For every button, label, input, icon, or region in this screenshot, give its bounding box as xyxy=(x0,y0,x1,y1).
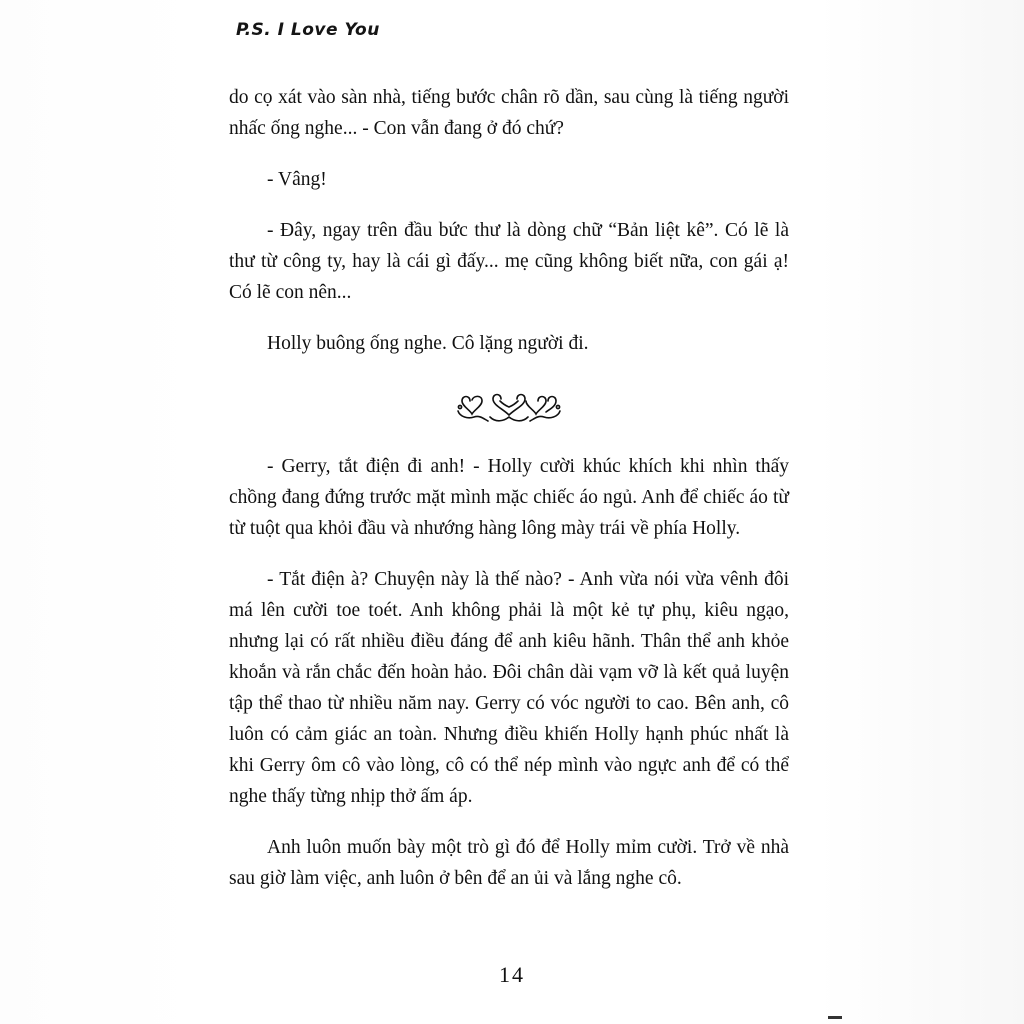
paragraph-6: - Tắt điện à? Chuyện này là thế nào? - Anh vừa nói vừa vênh đôi má lên cười toe toét. Anh không phải là một kẻ tự phụ, kiêu ngạo, nhưng lại có rất nhiều điều đáng để anh kiêu hãnh. Thân thể anh khỏe khoắn và rắn chắc đến hoàn hảo. Đôi chân dài vạm vỡ là kết quả luyện tập thể thao từ nhiều năm nay. Gerry có vóc người to cao. Bên anh, cô luôn có cảm giác an toàn. Nhưng điều khiến Holly hạnh phúc nhất là khi Gerry ôm cô vào lòng, cô có thể nép mình vào ngực anh để có thể nghe thấy từng nhịp thở ấm áp. xyxy=(229,569,789,807)
page-number: 14 xyxy=(499,962,525,987)
ornament-svg xyxy=(454,387,564,427)
paragraph-1: do cọ xát vào sàn nhà, tiếng bước chân rõ dần, sau cùng là tiếng người nhấc ống nghe... - Con vẫn đang ở đó chứ? xyxy=(229,87,789,139)
paragraph-7: Anh luôn muốn bày một trò gì đó để Holly mỉm cười. Trở về nhà sau giờ làm việc, anh luôn ở bên để an ủi và lắng nghe cô. xyxy=(229,837,789,889)
paragraph-5: - Gerry, tắt điện đi anh! - Holly cười khúc khích khi nhìn thấy chồng đang đứng trước mặt mình mặc chiếc áo ngủ. Anh để chiếc áo từ từ tuột qua khỏi đầu và nhướng hàng lông mày trái về phía Holly. xyxy=(229,456,789,539)
running-head: P.S. I Love You xyxy=(236,20,380,40)
paragraph-4: Holly buông ống nghe. Cô lặng người đi. xyxy=(267,333,589,354)
page-edge-mark xyxy=(828,1016,842,1019)
paragraph-2: - Vâng! xyxy=(267,169,327,190)
body-text xyxy=(229,82,789,914)
paragraph-3: - Đây, ngay trên đầu bức thư là dòng chữ “Bản liệt kê”. Có lẽ là thư từ công ty, hay là cái gì đấy... mẹ cũng không biết nữa, con gái ạ! Có lẽ con nên... xyxy=(229,220,789,303)
hearts-flourish-ornament-icon xyxy=(229,387,789,427)
